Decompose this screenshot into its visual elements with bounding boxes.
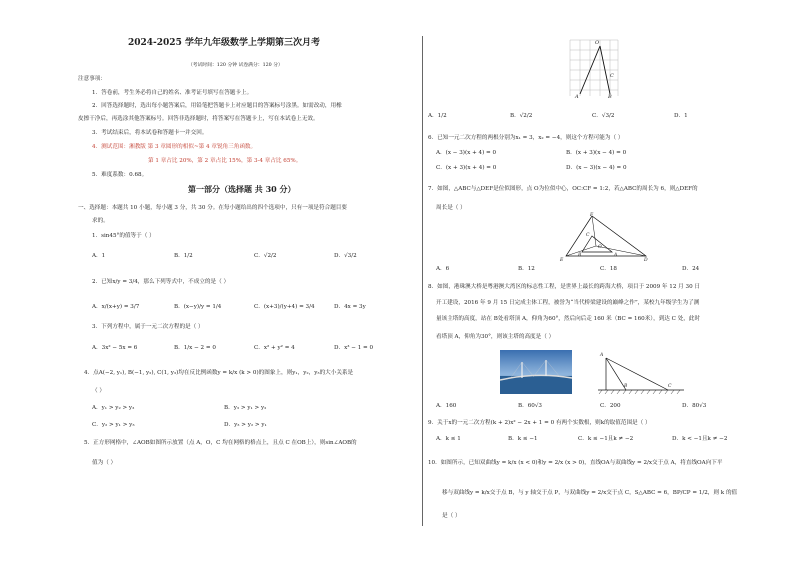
q9-option-c: C．k ≤ −1且k ≠ −2 (578, 436, 634, 442)
q4-stem-cont: （ ） (92, 388, 105, 394)
q9-option-b: B．k ≤ −1 (508, 436, 538, 442)
q9-option-d: D．k < −1且k ≠ −2 (672, 436, 728, 442)
q7-figure (560, 212, 650, 262)
part1-title: 第一部分（选择题 共 30 分） (188, 184, 296, 194)
q7-label-e: E (560, 258, 564, 263)
q8-label-b: B (624, 384, 628, 389)
q9-stem: 9．关于x的一元二次方程(k + 2)x² − 2x + 1 = 0 有两个实数根，则k的取值范围是（ ） (428, 420, 651, 426)
left-column (78, 0, 418, 562)
q7-stem-cont: 周长是（ ） (436, 205, 466, 211)
q4-stem: 4．点A(−2, y₁), B(−1, y₂), C(1, y₃)均在反比例函数y = k/x (k > 0)的图象上，则y₁，y₂，y₃的大小关系是 (84, 370, 354, 376)
q10-line-2: 移与双曲线y = k/x交于点 B，与 y 轴交于点 P，与双曲线y = 2/x交于点 C，S△ABC = 6，BP/CP = 1/2，则 k 的值 (442, 490, 738, 496)
q7-label-b: B (578, 253, 582, 258)
q3-option-d: D．x³ − 1 = 0 (334, 345, 374, 351)
right-column (428, 0, 794, 562)
q7-option-c: C．18 (600, 266, 617, 272)
note-5: 5．难度系数：0.68。 (92, 172, 148, 178)
q8-label-a: A (600, 353, 604, 358)
q5-stem-cont: 值为（ ） (92, 460, 117, 466)
q4-option-b: B．y₃ > y₁ > y₂ (224, 405, 267, 411)
q7-label-d: D (644, 258, 648, 263)
q8-line-3: 量该主塔的高度，站在 B处看塔顶 A，仰角为60°，然后向后走 160 米（BC = 160米），到达 C 处，此时 (436, 316, 701, 322)
q3-option-c: C．x² + y² = 4 (254, 345, 295, 351)
q6-stem: 6．已知一元二次方程的两根分别为x₁ = 3，x₂ = −4，则这个方程可能为（ ） (428, 135, 624, 141)
q1-option-b: B．1/2 (174, 253, 193, 259)
q8-line-2: 开工建设，2016 年 9 月 15 日完成主体工程，被誉为“当代桥梁建设的巅峰之作”，某校九年级学生为了测 (436, 300, 700, 306)
note-2-cont: 皮擦干净后，再选涂其他答案标号。回答非选择题时，将答案写在答题卡上，写在本试卷上无效。 (78, 116, 319, 122)
q3-option-a: A．3x² − 5x = 6 (92, 345, 138, 351)
q8-line-4: 看塔顶 A，仰角为30°，则该主塔的高度是（ ） (436, 334, 555, 340)
q2-option-d: D．4x = 3y (334, 304, 366, 310)
q3-stem: 3．下列方程中，属于一元二次方程的是（ ） (92, 324, 204, 330)
q7-label-a: A (614, 253, 618, 258)
q5-label-a: A (575, 94, 579, 100)
note-4-ratio: 第 1 章占比 20%，第 2 章占比 15%，第 3-4 章占比 65%。 (148, 158, 302, 164)
q8-option-d: D．80√3 (682, 403, 707, 409)
column-divider (422, 36, 423, 526)
q10-line-1: 10．如图所示，已知双曲线y = k/x (x < 0)和y = 2/x (x > 0)，直线OA与双曲线y = 2/x交于点 A，将直线OA向下平 (428, 460, 723, 466)
q7-label-f: F (590, 213, 594, 218)
q7-option-b: B．12 (518, 266, 535, 272)
note-4: 4．测试范围：湘教版 第 3 章圆形的相似~第 4 章锐角三角函数。 (92, 144, 257, 150)
q6-option-c: C．(x + 3)(x + 4) = 0 (436, 165, 497, 171)
note-1: 1．答卷前，考生务必将自己的姓名、准考证号填写在答题卡上。 (92, 90, 253, 96)
q5-label-b: B (608, 94, 612, 100)
page-title: 2024-2025 学年九年级数学上学期第三次月考 (128, 38, 320, 48)
q2-option-b: B．(x−y)/y = 1/4 (174, 304, 222, 310)
q5-option-c: C．√3/2 (592, 113, 615, 119)
q5-label-o: O (595, 40, 600, 46)
note-3: 3．考试结束后，将本试卷和答题卡一并交回。 (92, 130, 208, 136)
q2-option-a: A．x/(x+y) = 3/7 (92, 304, 140, 310)
part1-intro: 一、选择题：本题共 10 小题，每小题 3 分，共 30 分。在每小题给出的四个选项中，只有一项是符合题目要 (78, 205, 347, 211)
note-2: 2．回答选择题时，选出每小题答案后，用铅笔把答题卡上对应题目的答案标号涂黑。如需改动，用橡 (92, 103, 342, 109)
q7-label-o: O (598, 245, 602, 250)
q2-option-c: C．(x+3)/(y+4) = 3/4 (254, 304, 315, 310)
q5-option-a: A．1/2 (428, 113, 447, 119)
q8-option-c: C．200 (600, 403, 621, 409)
q8-tower-figure (596, 352, 686, 398)
bridge-photo (500, 350, 572, 394)
q8-option-a: A．160 (436, 403, 457, 409)
q10-line-3: 是（ ） (442, 513, 461, 519)
q5-label-c: C (610, 73, 614, 79)
q6-option-d: D．(x − 3)(x − 4) = 0 (566, 165, 627, 171)
q7-label-c: C (586, 233, 590, 238)
q1-option-a: A．1 (92, 253, 106, 259)
q8-label-c: C (668, 384, 672, 389)
q6-option-a: A．(x − 3)(x + 4) = 0 (436, 150, 497, 156)
q8-option-b: B．60√3 (518, 403, 542, 409)
q1-option-c: C．√2/2 (254, 253, 277, 259)
q4-option-c: C．y₂ > y₁ > y₃ (92, 422, 135, 428)
q1-stem: 1．sin45°的值等于（ ） (92, 233, 155, 239)
q9-option-a: A．k ≤ 1 (436, 436, 461, 442)
q3-option-b: B．1/x − 2 = 0 (174, 345, 216, 351)
notes-header: 注意事项： (78, 76, 106, 82)
q8-line-1: 8．如图，港珠澳大桥是粤港澳大湾区的标志性工程，是世界上最长的跨海大桥，项目于 2009 年 12 月 30 日 (428, 284, 701, 290)
q6-option-b: B．(x + 3)(x − 4) = 0 (566, 150, 627, 156)
q7-option-d: D．24 (682, 266, 700, 272)
q2-stem: 2．已知x/y = 3/4，那么下列等式中，不成立的是（ ） (92, 279, 230, 285)
q7-stem: 7．如图，△ABC与△DEF是位似图形，点 O为位似中心，OC:CF = 1:2，若△ABC的周长为 6，则△DEF的 (428, 186, 698, 192)
part1-intro-cont: 求的。 (92, 218, 109, 224)
q7-option-a: A．6 (436, 266, 450, 272)
exam-info: （考试时间：120 分钟 试卷满分：120 分） (188, 63, 283, 68)
q1-option-d: D．√3/2 (334, 253, 357, 259)
q5-option-b: B．√2/2 (510, 113, 533, 119)
q4-option-a: A．y₁ > y₂ > y₃ (92, 405, 135, 411)
q4-option-d: D．y₃ > y₂ > y₁ (224, 422, 267, 428)
q5-option-d: D．1 (674, 113, 688, 119)
q5-stem: 5．正方形网格中，∠AOB如图所示放置（点 A，O，C 均在网格的格点上，且点 C 在OB上），则sin∠AOB的 (84, 440, 357, 446)
